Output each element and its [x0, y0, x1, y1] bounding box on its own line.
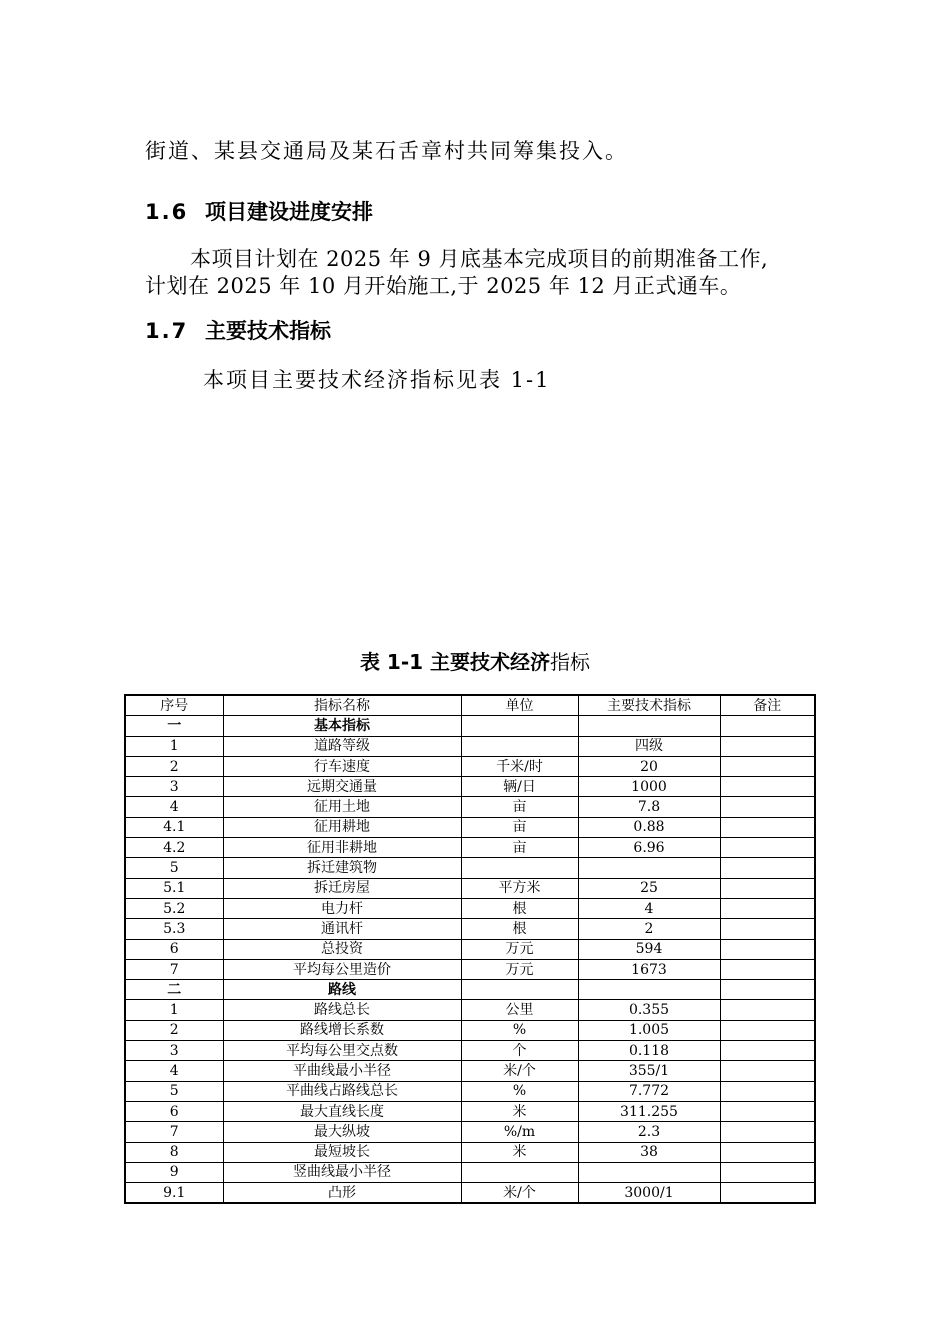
table-row	[125, 1000, 815, 1020]
table-cell-name: 电力杆	[223, 898, 461, 918]
table-cell-value: 6.96	[578, 838, 720, 858]
table-cell-no: 9	[125, 1162, 223, 1182]
table-cell-name: 凸形	[223, 1183, 461, 1204]
table-cell-value: 0.118	[578, 1041, 720, 1061]
table-row	[125, 878, 815, 898]
table-caption-bold: 表 1-1 主要技术经济	[359, 650, 551, 674]
table-cell-unit: 公里	[461, 1000, 578, 1020]
table-cell-note	[720, 777, 815, 797]
table-cell-unit: 千米/时	[461, 756, 578, 776]
table-cell-unit	[461, 858, 578, 878]
table-cell-note	[720, 1000, 815, 1020]
table-cell-unit: 平方米	[461, 878, 578, 898]
header-cell-name: 指标名称	[223, 695, 461, 716]
table-cell-name: 征用土地	[223, 797, 461, 817]
schedule-paragraph-line-2: 计划在 2025 年 10 月开始施工,于 2025 年 12 月正式通车。	[145, 274, 742, 298]
table-cell-unit	[461, 980, 578, 1000]
table-cell-name: 行车速度	[223, 756, 461, 776]
section-number: 1.7	[145, 319, 189, 343]
table-body	[125, 716, 815, 1204]
table-cell-value: 0.88	[578, 817, 720, 837]
table-cell-value: 2.3	[578, 1122, 720, 1142]
table-row	[125, 898, 815, 918]
table-cell-no: 7	[125, 959, 223, 979]
table-cell-value: 7.8	[578, 797, 720, 817]
table-cell-value: 0.355	[578, 1000, 720, 1020]
table-cell-unit	[461, 1162, 578, 1182]
indicator-note-paragraph: 本项目主要技术经济指标见表 1-1	[203, 368, 551, 392]
table-row	[125, 817, 815, 837]
table-cell-note	[720, 898, 815, 918]
table-caption	[0, 646, 950, 675]
header-cell-note: 备注	[720, 695, 815, 716]
table-row	[125, 919, 815, 939]
table-cell-name: 平均每公里造价	[223, 959, 461, 979]
table-cell-value: 7.772	[578, 1081, 720, 1101]
table-row	[125, 858, 815, 878]
table-row	[125, 756, 815, 776]
table-cell-value: 3000/1	[578, 1183, 720, 1204]
table-cell-value: 1000	[578, 777, 720, 797]
table-cell-note	[720, 1041, 815, 1061]
table-cell-note	[720, 756, 815, 776]
table-cell-no: 2	[125, 756, 223, 776]
table-cell-no: 5.3	[125, 919, 223, 939]
table-cell-unit: 根	[461, 919, 578, 939]
table-cell-unit: 米	[461, 1101, 578, 1121]
table-cell-note	[720, 1183, 815, 1204]
table-row	[125, 1162, 815, 1182]
table-cell-unit: 亩	[461, 797, 578, 817]
table-cell-name: 征用非耕地	[223, 838, 461, 858]
table-cell-unit: 辆/日	[461, 777, 578, 797]
table-cell-no: 1	[125, 736, 223, 756]
table-cell-note	[720, 858, 815, 878]
table-cell-value: 4	[578, 898, 720, 918]
table-cell-unit	[461, 716, 578, 736]
table-cell-no: 5.2	[125, 898, 223, 918]
table-row	[125, 1061, 815, 1081]
table-cell-note	[720, 1162, 815, 1182]
table-cell-name: 最大直线长度	[223, 1101, 461, 1121]
table-cell-unit: 米/个	[461, 1061, 578, 1081]
table-cell-no: 4.2	[125, 838, 223, 858]
table-cell-no: 5.1	[125, 878, 223, 898]
table-cell-name: 征用耕地	[223, 817, 461, 837]
table-cell-value	[578, 716, 720, 736]
table-cell-value: 四级	[578, 736, 720, 756]
intro-paragraph-line: 街道、某县交通局及某石舌章村共同筹集投入。	[145, 139, 628, 163]
table-cell-no: 5	[125, 858, 223, 878]
table-row	[125, 716, 815, 736]
table-cell-name: 平曲线最小半径	[223, 1061, 461, 1081]
table-cell-name: 平曲线占路线总长	[223, 1081, 461, 1101]
table-cell-note	[720, 716, 815, 736]
table-cell-note	[720, 1142, 815, 1162]
table-cell-note	[720, 1061, 815, 1081]
table-cell-no: 6	[125, 1101, 223, 1121]
table-cell-unit: 万元	[461, 939, 578, 959]
table-cell-no: 8	[125, 1142, 223, 1162]
table-cell-value: 1673	[578, 959, 720, 979]
table-cell-name: 远期交通量	[223, 777, 461, 797]
table-cell-name: 最短坡长	[223, 1142, 461, 1162]
table-cell-name: 道路等级	[223, 736, 461, 756]
table-cell-name: 平均每公里交点数	[223, 1041, 461, 1061]
table-row	[125, 1183, 815, 1204]
table-row	[125, 939, 815, 959]
table-cell-unit: %/m	[461, 1122, 578, 1142]
table-cell-no: 4	[125, 1061, 223, 1081]
header-cell-no: 序号	[125, 695, 223, 716]
table-cell-unit: 亩	[461, 838, 578, 858]
table-row	[125, 1122, 815, 1142]
table-cell-note	[720, 1020, 815, 1040]
table-cell-value: 355/1	[578, 1061, 720, 1081]
section-heading-1-7	[145, 315, 331, 345]
table-cell-no: 4	[125, 797, 223, 817]
table-cell-name: 路线增长系数	[223, 1020, 461, 1040]
table-cell-unit	[461, 736, 578, 756]
table-row	[125, 736, 815, 756]
table-cell-value: 2	[578, 919, 720, 939]
table-cell-name: 路线	[223, 980, 461, 1000]
table-cell-note	[720, 838, 815, 858]
table-cell-no: 9.1	[125, 1183, 223, 1204]
table-cell-no: 二	[125, 980, 223, 1000]
section-heading-1-6	[145, 196, 373, 226]
table-header-row	[125, 695, 815, 716]
table-cell-note	[720, 878, 815, 898]
table-row	[125, 1020, 815, 1040]
table-row	[125, 797, 815, 817]
table-row	[125, 777, 815, 797]
table-cell-note	[720, 736, 815, 756]
table-cell-no: 3	[125, 777, 223, 797]
section-title: 主要技术指标	[205, 319, 331, 343]
table-cell-note	[720, 797, 815, 817]
section-title: 项目建设进度安排	[205, 200, 373, 224]
table-cell-note	[720, 980, 815, 1000]
table-cell-value	[578, 980, 720, 1000]
header-cell-value: 主要技术指标	[578, 695, 720, 716]
table-cell-note	[720, 1101, 815, 1121]
table-cell-no: 4.1	[125, 817, 223, 837]
table-cell-unit: 米	[461, 1142, 578, 1162]
header-cell-unit: 单位	[461, 695, 578, 716]
table-cell-name: 拆迁房屋	[223, 878, 461, 898]
table-row	[125, 1142, 815, 1162]
table-cell-note	[720, 1122, 815, 1142]
table-cell-no: 6	[125, 939, 223, 959]
table-row	[125, 959, 815, 979]
technical-indicators-table	[124, 694, 816, 1204]
table-cell-value	[578, 1162, 720, 1182]
table-cell-value: 311.255	[578, 1101, 720, 1121]
table-cell-name: 最大纵坡	[223, 1122, 461, 1142]
table-cell-value: 1.005	[578, 1020, 720, 1040]
table-cell-unit: %	[461, 1020, 578, 1040]
table-cell-no: 5	[125, 1081, 223, 1101]
table-cell-name: 竖曲线最小半径	[223, 1162, 461, 1182]
table-cell-unit: 亩	[461, 817, 578, 837]
schedule-paragraph-line-1: 本项目计划在 2025 年 9 月底基本完成项目的前期准备工作,	[190, 247, 769, 271]
table-row	[125, 980, 815, 1000]
table-cell-unit: %	[461, 1081, 578, 1101]
table-cell-note	[720, 817, 815, 837]
table-cell-unit: 万元	[461, 959, 578, 979]
table-cell-name: 路线总长	[223, 1000, 461, 1020]
table-cell-no: 一	[125, 716, 223, 736]
table-cell-note	[720, 959, 815, 979]
table-cell-name: 通讯杆	[223, 919, 461, 939]
table-cell-note	[720, 939, 815, 959]
table-cell-no: 1	[125, 1000, 223, 1020]
table-cell-name: 基本指标	[223, 716, 461, 736]
table-cell-note	[720, 1081, 815, 1101]
table-cell-value: 594	[578, 939, 720, 959]
table-cell-value: 20	[578, 756, 720, 776]
table-row	[125, 838, 815, 858]
table-cell-name: 总投资	[223, 939, 461, 959]
table-cell-unit: 根	[461, 898, 578, 918]
table-cell-no: 2	[125, 1020, 223, 1040]
table-cell-unit: 个	[461, 1041, 578, 1061]
table-cell-unit: 米/个	[461, 1183, 578, 1204]
table-cell-value	[578, 858, 720, 878]
table-cell-note	[720, 919, 815, 939]
table-cell-value: 25	[578, 878, 720, 898]
section-number: 1.6	[145, 200, 189, 224]
table-row	[125, 1081, 815, 1101]
table-caption-rest: 指标	[550, 650, 591, 674]
table-cell-no: 3	[125, 1041, 223, 1061]
table-row	[125, 1101, 815, 1121]
table-cell-value: 38	[578, 1142, 720, 1162]
table-row	[125, 1041, 815, 1061]
table-cell-no: 7	[125, 1122, 223, 1142]
table-cell-name: 拆迁建筑物	[223, 858, 461, 878]
